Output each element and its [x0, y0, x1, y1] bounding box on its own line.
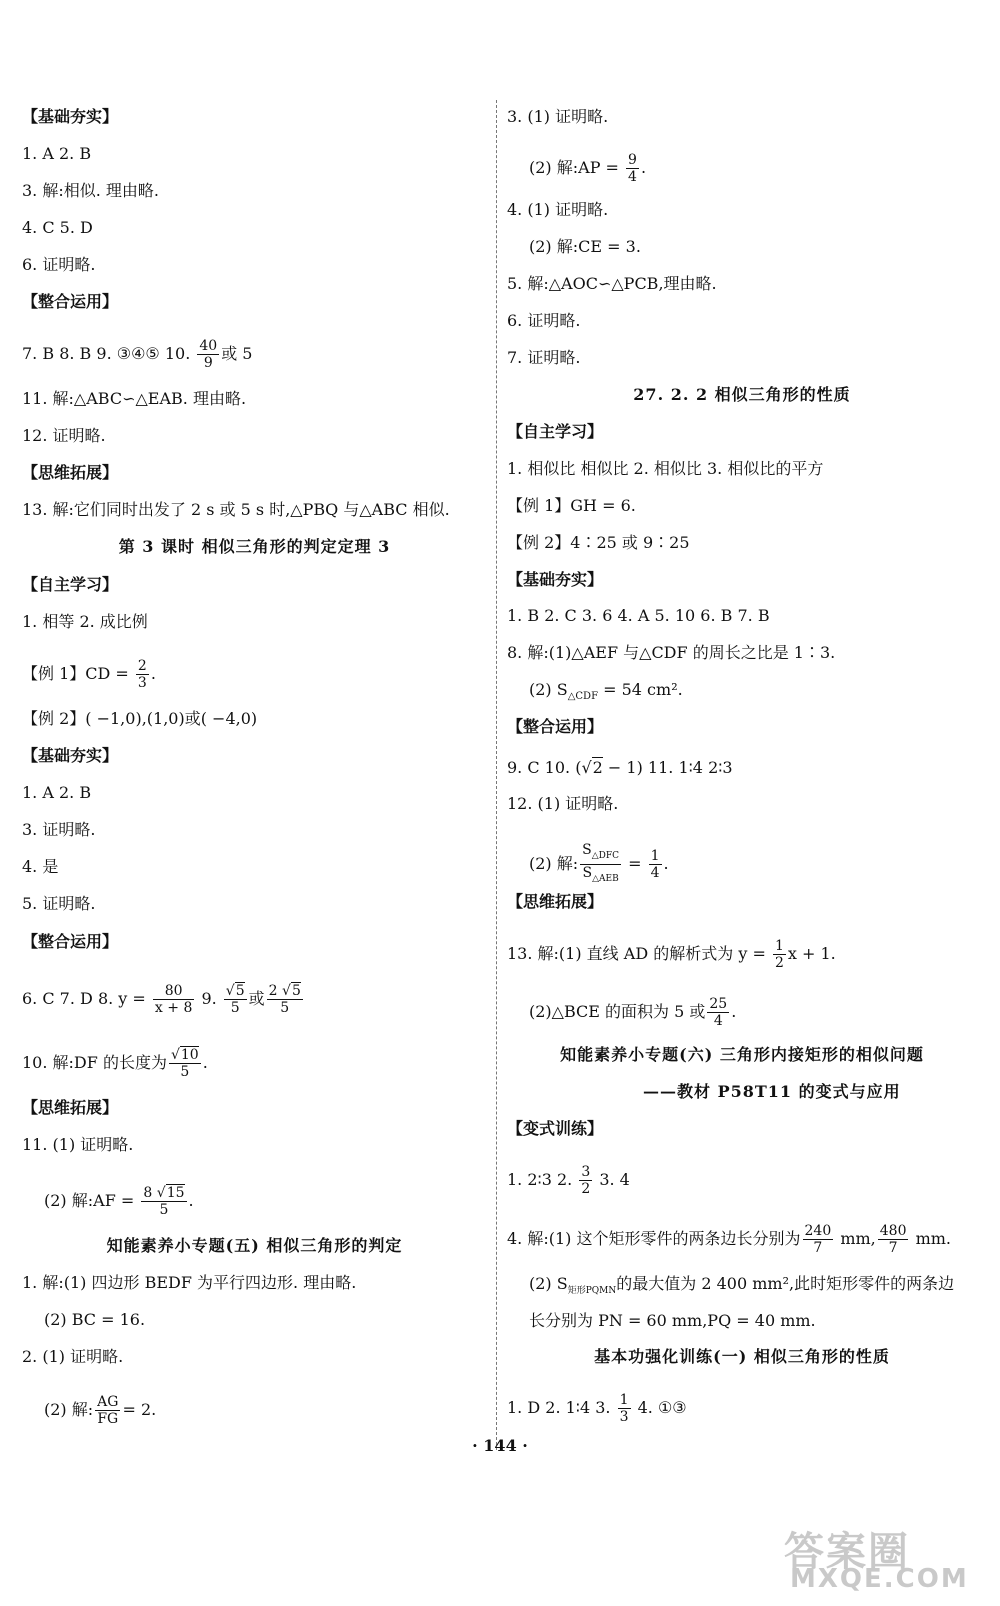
answer-line: [507, 1273, 954, 1302]
answer-line: 1. 解:(1) 四边形 BEDF 为平行四边形. 理由略.: [22, 1273, 357, 1292]
section-header: 【整合运用】: [22, 932, 119, 951]
answer-text: .: [188, 1191, 194, 1210]
page-number: · 144 ·: [472, 1436, 528, 1455]
answer-line: [507, 996, 736, 1029]
fraction: $\frac{√5}{5}$: [225, 983, 245, 1016]
radicand: 2: [592, 758, 603, 777]
answer-text: (2) S: [529, 680, 568, 699]
section-header: 【变式训练】: [507, 1119, 604, 1138]
answer-line: 12. (1) 证明略.: [507, 794, 619, 813]
fraction: $\frac{240}{7}$: [804, 1223, 832, 1256]
answer-line: 4. (1) 证明略.: [507, 200, 609, 219]
answer-line: 6. 证明略.: [22, 255, 96, 274]
answer-line: 3. 解:相似. 理由略.: [22, 181, 160, 200]
answer-text: (2) 解:: [44, 1400, 94, 1419]
answer-line: [22, 1047, 208, 1080]
watermark-text: 答案圈: [784, 1529, 910, 1575]
answer-line: [22, 1185, 194, 1218]
answer-line: 5. 解:△AOC∽△PCB,理由略.: [507, 274, 717, 293]
answer-line: 4. 是: [22, 857, 59, 876]
answer-line: 1. A 2. B: [22, 144, 92, 163]
answer-text: .: [640, 158, 647, 177]
answer-line: 13. 解:它们同时出发了 2 s 或 5 s 时,△PBQ 与△ABC 相似.: [22, 500, 450, 519]
answer-text: 1. 2∶3 2.: [507, 1170, 578, 1189]
answer-line: 5. 证明略.: [22, 894, 96, 913]
section-header: 【自主学习】: [507, 422, 604, 441]
topic-title: 知能素养小专题(五) 相似三角形的判定: [106, 1236, 403, 1255]
answer-text: 7. B 8. B 9. ③④⑤ 10.: [22, 344, 196, 363]
fraction: $\frac{AG}{FG}$: [97, 1394, 119, 1427]
answer-text: = 2.: [122, 1400, 157, 1419]
answer-text: 6. C 7. D 8. y =: [22, 989, 151, 1008]
fraction: $\frac{√10}{5}$: [170, 1047, 199, 1080]
answer-text: x + 1.: [787, 944, 836, 963]
fraction: $\frac{480}{7}$: [879, 1223, 907, 1256]
answer-text: .: [663, 853, 669, 873]
answer-line: 长分别为 PN = 60 mm,PQ = 40 mm.: [529, 1311, 816, 1330]
fraction: $\frac{S_{\triangle DFC}}{S_{\triangle AEB}}$: [582, 842, 620, 884]
answer-line: [507, 1392, 687, 1425]
fraction: $\frac{25}{4}$: [709, 996, 728, 1029]
section-header: 【基础夯实】: [22, 746, 119, 765]
subscript: 矩形PQMN: [567, 1286, 617, 1297]
fraction: $\frac{3}{2}$: [581, 1164, 591, 1197]
answer-line: 【例 1】GH = 6.: [507, 496, 636, 515]
answer-line: [22, 338, 253, 371]
answer-line: 1. A 2. B: [22, 783, 92, 802]
answer-text: 或 5: [221, 344, 253, 363]
answer-text: .: [150, 664, 156, 683]
section-header: 【整合运用】: [22, 292, 119, 311]
answer-text: mm.: [910, 1229, 951, 1248]
fraction: $\frac{1}{4}$: [650, 847, 660, 881]
answer-text: =: [623, 853, 647, 873]
answer-line: 6. 证明略.: [507, 311, 581, 330]
answer-line: 【例 2】4∶25 或 9∶25: [507, 533, 690, 552]
answer-line: [507, 1223, 951, 1256]
fraction: $\frac{2}{3}$: [137, 658, 147, 691]
answer-text: (2)△BCE 的面积为 5 或: [529, 1002, 706, 1021]
answer-line: 3. (1) 证明略.: [507, 107, 609, 126]
answer-text: (2) 解:AF =: [44, 1191, 140, 1210]
section-header: 【思维拓展】: [22, 463, 119, 482]
section-header: 【整合运用】: [507, 717, 604, 736]
answer-text: (2) 解:: [529, 853, 579, 873]
answer-text: 4. ①③: [632, 1398, 687, 1417]
answer-text: 或: [248, 989, 265, 1008]
answer-text: 1. D 2. 1∶4 3.: [507, 1398, 616, 1417]
answer-line: [507, 679, 683, 708]
fraction: $\frac{2 √5}{5}$: [268, 983, 301, 1016]
answer-line: 12. 证明略.: [22, 426, 106, 445]
answer-text: (2) 解:AP =: [529, 158, 625, 177]
section-header: 【基础夯实】: [507, 570, 604, 589]
answer-line: (2) 解:CE = 3.: [529, 237, 641, 256]
answer-line: [22, 1394, 156, 1427]
lesson-title: 27. 2. 2 相似三角形的性质: [633, 385, 851, 404]
section-header: 【基础夯实】: [22, 107, 119, 126]
answer-text: 9.: [196, 989, 222, 1008]
topic-title: 知能素养小专题(六) 三角形内接矩形的相似问题: [560, 1045, 924, 1064]
answer-line: [507, 842, 669, 887]
topic-title: 基本功强化训练(一) 相似三角形的性质: [594, 1347, 890, 1366]
answer-line: 1. 相似比 相似比 2. 相似比 3. 相似比的平方: [507, 459, 824, 478]
answer-text: 3. 4: [594, 1170, 630, 1189]
answer-line: 4. C 5. D: [22, 218, 93, 237]
answer-text: 的最大值为 2 400 mm²,此时矩形零件的两条边: [616, 1274, 955, 1293]
section-header: 【思维拓展】: [22, 1098, 119, 1117]
answer-text: 10. 解:DF 的长度为: [22, 1053, 167, 1072]
answer-line: (2) BC = 16.: [44, 1310, 146, 1329]
column-divider: [496, 100, 497, 1450]
fraction: $\frac{8 √15}{5}$: [143, 1185, 185, 1218]
fraction: $\frac{40}{9}$: [199, 338, 218, 371]
subscript: △CDF: [567, 691, 599, 703]
answer-line: 7. 证明略.: [507, 348, 581, 367]
section-header: 【自主学习】: [22, 575, 119, 594]
fraction: $\frac{9}{4}$: [628, 152, 637, 185]
answer-line: [507, 152, 646, 185]
watermark-url: MXQE.COM: [790, 1564, 969, 1594]
fraction: $\frac{1}{3}$: [619, 1392, 629, 1425]
answer-text: mm,: [835, 1229, 876, 1248]
answer-line: 1. 相等 2. 成比例: [22, 612, 148, 631]
answer-line: [507, 938, 836, 971]
answer-line: 9. C 10. (√2 − 1) 11. 1∶4 2∶3: [507, 758, 733, 777]
answer-line: 11. 解:△ABC∽△EAB. 理由略.: [22, 389, 247, 408]
answer-line: 11. (1) 证明略.: [22, 1135, 134, 1154]
answer-text: 4. 解:(1) 这个矩形零件的两条边长分别为: [507, 1229, 801, 1248]
watermark-logo: [772, 1518, 972, 1598]
answer-line: [507, 1164, 630, 1197]
answer-text: (2) S: [529, 1274, 568, 1293]
answer-text: 9. C 10. (: [507, 758, 582, 777]
answer-text: − 1) 11. 1∶4 2∶3: [602, 758, 733, 777]
topic-subtitle: ——教材 P58T11 的变式与应用: [643, 1082, 901, 1101]
answer-line: 【例 2】( −1,0),(1,0)或( −4,0): [22, 709, 258, 728]
answer-line: 8. 解:(1)△AEF 与△CDF 的周长之比是 1∶3.: [507, 643, 836, 662]
answer-text: = 54 cm².: [598, 680, 683, 699]
answer-line: [22, 658, 156, 691]
fraction: $\frac{1}{2}$: [774, 938, 784, 971]
answer-line: 3. 证明略.: [22, 820, 96, 839]
answer-line: 2. (1) 证明略.: [22, 1347, 124, 1366]
fraction: $\frac{80}{x + 8}$: [154, 983, 193, 1016]
answer-line: [22, 983, 305, 1016]
section-header: 【思维拓展】: [507, 892, 604, 911]
answer-text: .: [202, 1053, 208, 1072]
answer-text: 13. 解:(1) 直线 AD 的解析式为 y =: [507, 944, 771, 963]
answer-text: 【例 1】CD =: [22, 664, 134, 683]
lesson-title: 第 3 课时 相似三角形的判定定理 3: [118, 537, 391, 556]
answer-text: .: [731, 1002, 737, 1021]
answer-line: 1. B 2. C 3. 6 4. A 5. 10 6. B 7. B: [507, 606, 770, 625]
